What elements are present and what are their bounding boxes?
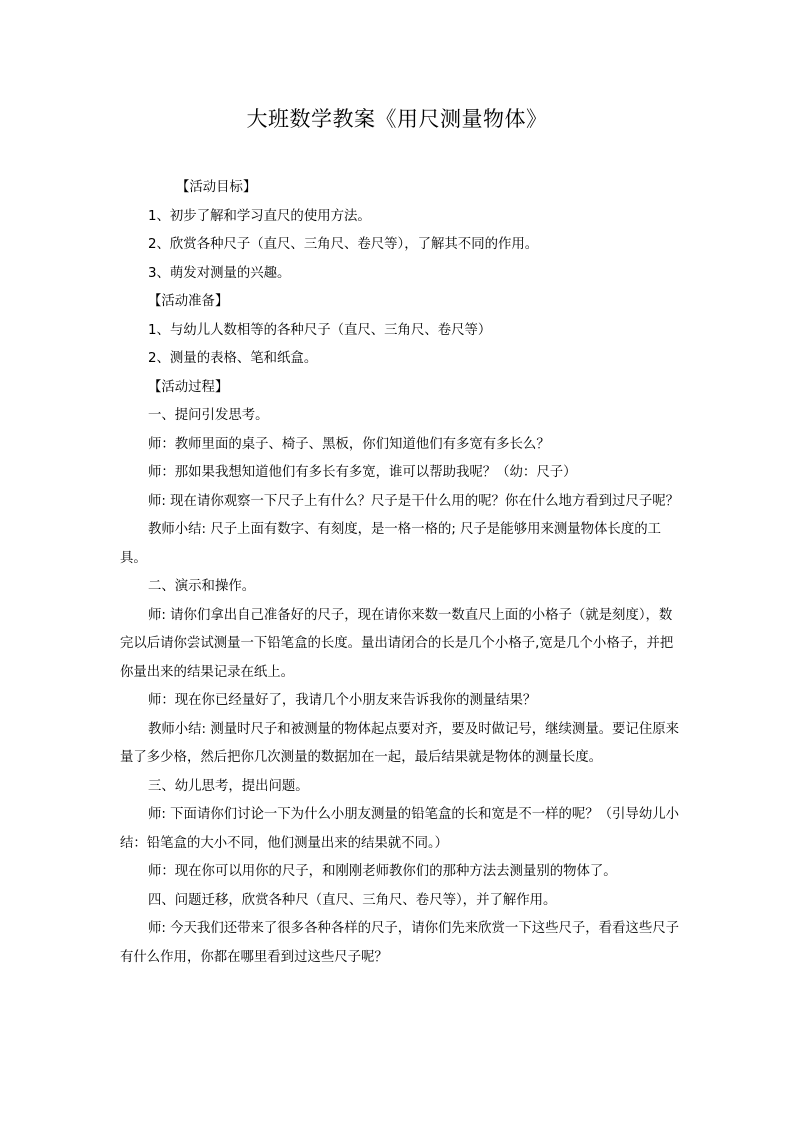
paragraph: 1、初步了解和学习直尺的使用方法。 bbox=[148, 208, 371, 224]
paragraph: 一、提问引发思考。 bbox=[148, 408, 269, 423]
paragraph: 3、萌发对测量的兴趣。 bbox=[148, 265, 291, 281]
document-body bbox=[120, 174, 680, 972]
paragraph: 师：那如果我想知道他们有多长有多宽，谁可以帮助我呢？（幼：尺子） bbox=[148, 465, 577, 480]
paragraph: 师: 下面请你们讨论一下为什么小朋友测量的铅笔盒的长和宽是不一样的呢？（引导幼儿小结：铅笔盒的大小不同，他们测量出来的结果就不同。） bbox=[120, 807, 679, 851]
paragraph: 师: 请你们拿出自己准备好的尺子，现在请你来数一数直尺上面的小格子（就是刻度），数完以后请你尝试测量一下铅笔盒的长度。量出请闭合的长是几个小格子,宽是几个小格子，并把你量出来的结果记录在纸上。 bbox=[120, 607, 674, 680]
paragraph: 二、演示和操作。 bbox=[148, 579, 256, 594]
paragraph: 师：教师里面的桌子、椅子、黑板，你们知道他们有多宽有多长么？ bbox=[148, 436, 550, 452]
paragraph: 四、问题迁移，欣赏各种尺（直尺、三角尺、卷尺等），并了解作用。 bbox=[148, 892, 557, 908]
document-title: 大班数学教案《用尺测量物体》 bbox=[246, 107, 548, 131]
paragraph: 师: 现在请你观察一下尺子上有什么？尺子是干什么用的呢？你在什么地方看到过尺子呢？ bbox=[148, 493, 679, 509]
section-heading-preparation: 【活动准备】 bbox=[148, 294, 229, 309]
paragraph: 教师小结: 尺子上面有数字、有刻度，是一格一格的; 尺子是能够用来测量物体长度的工具。 bbox=[120, 522, 661, 566]
section-heading-goals: 【活动目标】 bbox=[176, 180, 257, 195]
paragraph: 1、与幼儿人数相等的各种尺子（直尺、三角尺、卷尺等） bbox=[148, 322, 492, 338]
paragraph: 师：现在你可以用你的尺子，和刚刚老师教你们的那种方法去测量别的物体了。 bbox=[148, 864, 617, 879]
paragraph: 三、幼儿思考，提出问题。 bbox=[148, 778, 309, 794]
paragraph: 教师小结: 测量时尺子和被测量的物体起点要对齐，要及时做记号，继续测量。要记住原来量了多少格，然后把你几次测量的数据加在一起，最后结果就是物体的测量长度。 bbox=[120, 721, 679, 765]
paragraph: 师: 今天我们还带来了很多各种各样的尺子，请你们先来欣赏一下这些尺子，看看这些尺子有什么作用，你都在哪里看到过这些尺子呢？ bbox=[120, 921, 679, 965]
section-heading-process: 【活动过程】 bbox=[148, 379, 229, 395]
paragraph: 师：现在你已经量好了，我请几个小朋友来告诉我你的测量结果？ bbox=[148, 693, 537, 708]
paragraph: 2、欣赏各种尺子（直尺、三角尺、卷尺等），了解其不同的作用。 bbox=[148, 237, 539, 252]
paragraph: 2、测量的表格、笔和纸盒。 bbox=[148, 351, 318, 366]
